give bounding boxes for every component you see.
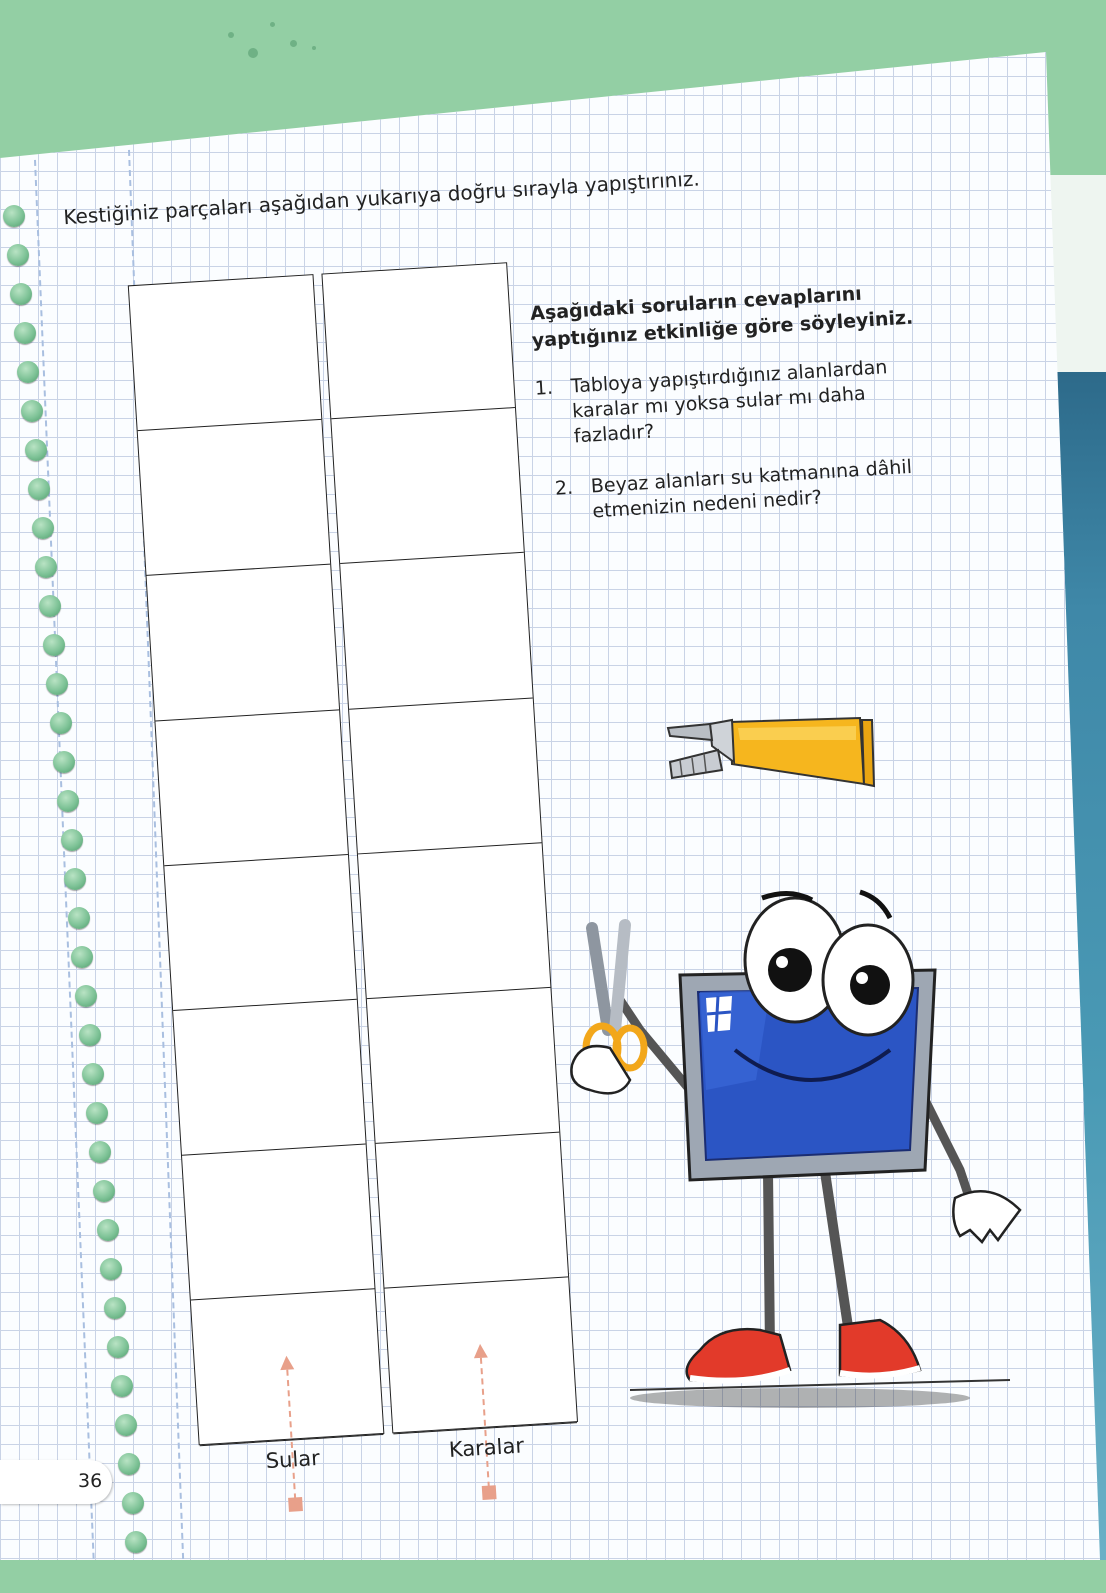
table-cell[interactable] bbox=[331, 408, 524, 564]
question-item bbox=[534, 351, 958, 452]
up-arrow-icon bbox=[473, 1343, 487, 1344]
questions-block bbox=[529, 275, 964, 553]
table-cell[interactable] bbox=[322, 263, 515, 419]
question-text: Tabloya yapıştırdığınız alanlardan karalar mı yoksa sular mı daha fazladır? bbox=[570, 356, 888, 448]
table-cell[interactable] bbox=[147, 565, 340, 721]
table-cell[interactable] bbox=[164, 855, 357, 1011]
table-cell[interactable] bbox=[349, 698, 542, 854]
question-item bbox=[540, 452, 962, 528]
table-cell[interactable] bbox=[367, 988, 560, 1144]
table-cell[interactable] bbox=[155, 710, 348, 866]
instruction-text: Kestiğiniz parçaları aşağıdan yukarıya doğru sırayla yapıştırınız. bbox=[62, 166, 701, 230]
page-number: 36 bbox=[78, 1470, 103, 1492]
table-cell[interactable] bbox=[340, 553, 533, 709]
computer-mascot-illustration bbox=[550, 880, 1030, 1420]
table-cell[interactable] bbox=[358, 843, 551, 999]
table-cell[interactable] bbox=[173, 1000, 366, 1156]
table-cell[interactable] bbox=[376, 1133, 569, 1289]
column-label-karalar: Karalar bbox=[448, 1433, 525, 1462]
column-label-sular: Sular bbox=[265, 1445, 321, 1474]
table-cell[interactable] bbox=[129, 275, 322, 431]
questions-heading: Aşağıdaki soruların cevaplarını yaptığınız etkinliğe göre söyleyiniz. bbox=[529, 282, 914, 352]
question-number: 1. bbox=[534, 376, 554, 400]
table-cell[interactable] bbox=[182, 1145, 375, 1301]
question-text: Beyaz alanları su katmanına dâhil etmenizin nedeni nedir? bbox=[590, 455, 913, 523]
glue-tube-icon bbox=[660, 700, 880, 800]
up-arrow-icon bbox=[279, 1355, 293, 1356]
table-cell[interactable] bbox=[138, 420, 331, 576]
question-number: 2. bbox=[554, 476, 574, 500]
